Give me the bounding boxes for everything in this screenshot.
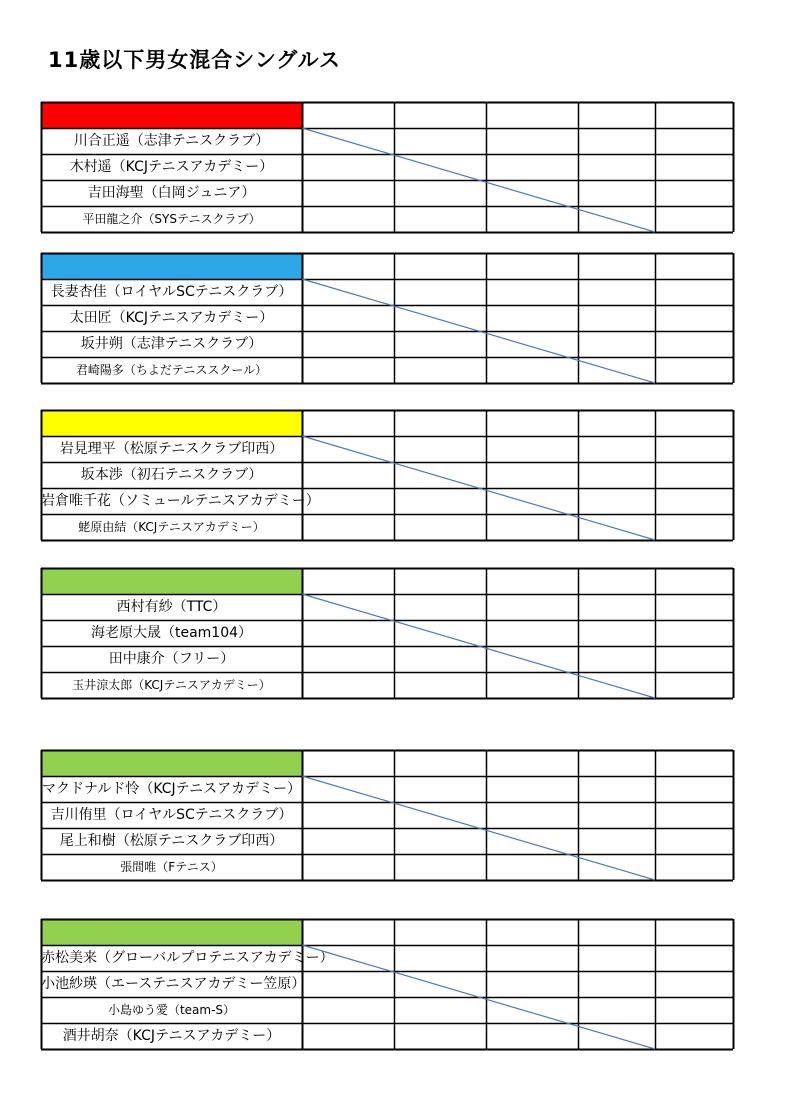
player-name: 吉田海聖（白岡ジュニア） — [87, 185, 256, 201]
player-name: 坂井朔（志津テニスクラブ） — [80, 336, 263, 352]
grid-lines — [41, 919, 735, 1051]
player-name: 木村遥（KCJテニスアカデミー） — [69, 159, 274, 175]
player-name: マクドナルド怜（KCJテニスアカデミー） — [42, 781, 301, 797]
grid-lines — [41, 253, 735, 385]
player-name: 小池紗瑛（エーステニスアカデミー笠原） — [41, 976, 306, 992]
player-name: 吉川侑里（ロイヤルSCテニスクラブ） — [50, 807, 293, 823]
group-table — [41, 253, 733, 383]
grid-lines — [41, 750, 735, 882]
player-name: 赤松美来（グローバルプロテニスアカデミー） — [41, 950, 334, 966]
group-table — [41, 410, 733, 540]
player-name: 岩見理平（松原テニスクラブ印西） — [59, 441, 284, 457]
player-name: 川合正遥（志津テニスクラブ） — [73, 133, 270, 149]
group-table — [41, 750, 733, 880]
player-name: 尾上和樹（松原テニスクラブ印西） — [59, 833, 284, 849]
grid-lines — [41, 102, 735, 234]
player-name: 海老原大晟（team104） — [90, 625, 253, 641]
player-name: 坂本渉（初石テニスクラブ） — [80, 467, 263, 483]
group-table — [41, 919, 733, 1049]
player-name: 平田龍之介（SYSテニスクラブ） — [82, 212, 261, 226]
player-name: 西村有紗（TTC） — [116, 599, 227, 615]
grid-lines — [41, 410, 735, 542]
grid-lines — [41, 568, 735, 700]
player-name: 田中康介（フリー） — [108, 651, 235, 667]
player-name: 岩倉唯千花（ソミュールテニスアカデミー） — [41, 493, 320, 509]
player-name: 君崎陽多（ちよだテニススクール） — [75, 363, 268, 377]
page-title: 11歳以下男女混合シングルス — [48, 48, 342, 72]
player-name: 小島ゆう愛（team-S） — [107, 1003, 236, 1017]
player-name: 玉井涼太郎（KCJテニスアカデミー） — [72, 678, 271, 692]
group-table — [41, 102, 733, 232]
player-name: 長妻杏佳（ロイヤルSCテニスクラブ） — [50, 284, 293, 300]
player-name: 酒井胡奈（KCJテニスアカデミー） — [62, 1028, 281, 1044]
player-name: 張間唯（Fテニス） — [120, 860, 223, 874]
group-table — [41, 568, 733, 698]
player-name: 蛯原由結（KCJテニスアカデミー） — [78, 520, 265, 534]
player-name: 太田匠（KCJテニスアカデミー） — [69, 310, 274, 326]
